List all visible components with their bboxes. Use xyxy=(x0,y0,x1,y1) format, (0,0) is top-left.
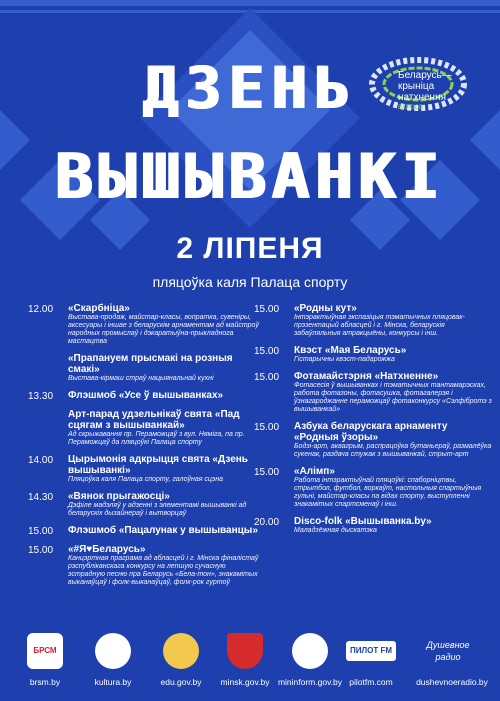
event-title: «Вянок прыгажосці» xyxy=(68,491,170,502)
event-title: «Родны кут» xyxy=(294,303,357,314)
title-line-2: ВЫШЫВАНКІ xyxy=(55,140,445,213)
partner-link[interactable]: pilotfm.com xyxy=(349,677,393,687)
event-title: Флэшмоб «Усе ў вышыванках» xyxy=(68,390,224,401)
schedule-item xyxy=(254,303,492,338)
schedule-item xyxy=(28,491,264,518)
schedule-item xyxy=(254,345,492,364)
schedule-item xyxy=(28,390,264,402)
event-time: 15.00 xyxy=(28,526,54,537)
event-time: 13.30 xyxy=(28,391,54,402)
event-time: 12.00 xyxy=(28,304,54,315)
partner-link[interactable]: kultura.by xyxy=(94,677,132,687)
event-time: 15.00 xyxy=(254,304,280,315)
title-line-1: ДЗЕНЬ xyxy=(142,54,358,122)
edu-logo xyxy=(163,633,199,669)
event-title: «Прапануем прысмакі на розныя смакі» xyxy=(68,353,233,375)
event-time: 15.00 xyxy=(254,422,280,433)
event-title: Фотамайстэрня «Натхненне» xyxy=(294,371,439,382)
partner-link[interactable]: mininform.gov.by xyxy=(277,677,343,687)
logo-line: натхнення xyxy=(398,92,446,103)
schedule-item xyxy=(28,544,264,587)
event-time: 15.00 xyxy=(28,545,54,556)
brsm-logo xyxy=(27,633,63,669)
schedule-left-column xyxy=(28,303,264,594)
event-description: Дэфіле мадэляў у адзенні з элементамі вышыванкі ад беларускіх дызайнераў і вытворцаў xyxy=(68,502,247,517)
logo-sub: EXPOCB xyxy=(398,105,424,111)
event-title: Флэшмоб «Пацалунак у вышыванцы» xyxy=(68,525,258,536)
event-description: Выстава-кірмаш страў нацыянальнай кухні xyxy=(68,375,214,382)
event-title: Азбука беларускага арнаменту «Родныя ўзоры» xyxy=(294,421,448,443)
pilotfm-logo xyxy=(346,641,396,661)
logo-line: Беларусь— xyxy=(398,70,452,81)
schedule-item xyxy=(28,409,264,447)
partner-link[interactable]: minsk.gov.by xyxy=(220,677,270,687)
schedule-item xyxy=(28,303,264,346)
event-time xyxy=(28,409,68,447)
event-title: Квэст «Мая Беларусь» xyxy=(294,345,407,356)
partner-link[interactable]: brsm.by xyxy=(29,677,61,687)
event-date: 2 ЛІПЕНЯ xyxy=(176,232,324,265)
event-description: Гістарычны квэст-падарожжа xyxy=(294,356,395,363)
schedule-item xyxy=(28,525,264,537)
event-description: Ад скрыжавання пр. Пераможцаў з вул. Няміга, па пр. Пераможцаў да пляцоўкі Палаца спорту xyxy=(68,431,245,446)
event-description: Канцэртная праграма ад абласцей і г. Мінска фіналістаў рэспубліканскага конкурсу на лепшую сучасную эстрадную песню пра Беларусь «Бела-тон», знакамітых выканаўцаў і фолк-выканаўцаў, фолк-рок гуртоў xyxy=(68,555,259,586)
event-time: 14.00 xyxy=(28,455,54,466)
partners-footer xyxy=(0,625,500,701)
schedule-item xyxy=(254,516,492,535)
event-title: Цырымонія адкрыцця свята «Дзень вышыванкі» xyxy=(68,454,248,476)
logo-line: крыніца xyxy=(398,81,435,92)
minsk-coat-logo xyxy=(227,633,263,669)
schedule-item xyxy=(254,421,492,459)
event-description: Маладзёжная дыскатэка xyxy=(294,527,377,534)
event-time: 14.30 xyxy=(28,492,54,503)
pilotfm-logo-text: ПИЛОТ FM xyxy=(350,646,392,655)
event-time xyxy=(28,353,68,383)
kultura-logo xyxy=(95,633,131,669)
venue: пляцоўка каля Палаца спорту xyxy=(152,274,348,290)
event-time: 15.00 xyxy=(254,346,280,357)
schedule-right-column xyxy=(254,303,492,542)
event-title: «Скарбніца» xyxy=(68,303,130,314)
radio-logo-text: Душевное xyxy=(426,640,470,650)
event-title: Disco-folk «Вышыванка.by» xyxy=(294,516,432,527)
schedule-item xyxy=(254,466,492,509)
event-description: Фотасесія ў вышыванках і тэматычных тантамарэсках, работа фотазоны, фотасушка, фотагалерэя і ўзнагароджанне пераможцаў фотаконкурсу «Сэлфібротэ з вышыванкай» xyxy=(294,382,492,413)
event-description: Інтэрактыўная экспазіцыя тэматычных пляцовак-прэзентацый абласцей і г. Мінска, беларускія забаўляльныя атракцыёны, конкурсы і інш. xyxy=(294,314,465,337)
event-description: Пляцоўка каля Палаца спорту, галоўная сцэна xyxy=(68,476,224,483)
event-title: «#Я♥Беларусь» xyxy=(68,544,146,555)
mininform-logo xyxy=(292,633,328,669)
schedule-item xyxy=(28,454,264,484)
schedule-item xyxy=(28,353,264,383)
event-description: Бодзі-арт, аквагрым, распрацоўка бутаньераў, размалёўка сукенак, раздача стужак з вышыванкай, стрыт-арт xyxy=(294,443,492,458)
partner-link[interactable]: edu.gov.by xyxy=(160,677,202,687)
dushevnoe-radio-logo xyxy=(420,633,476,675)
event-title: «Алімп» xyxy=(294,466,335,477)
schedule-item xyxy=(254,371,492,414)
event-description: Работа інтэрактыўнай пляцоўкі: спаборніцтвы, стрытбол, футбол, воркаўт, настольныя спартыўныя гульні, майстар-класы па відах спорту, выступленні знакамітых спартсменаў і інш. xyxy=(294,477,482,508)
event-time: 15.00 xyxy=(254,372,280,383)
partner-link[interactable]: dushevnoeradio.by xyxy=(416,677,488,687)
event-title: Арт-парад удзельнікаў свята «Пад сцягам з вышыванкай» xyxy=(68,409,240,431)
event-description: Выстава-продаж, майстар-класы, вопратка, сувеніры, аксесуары і іншае з беларускім арнаментам ад майстроў народных промыслаў і дэкаратыўна-прыкладнога мастацтва xyxy=(68,314,259,345)
event-time: 15.00 xyxy=(254,467,280,478)
radio-logo-text: радио xyxy=(435,652,461,662)
brsm-logo-text: БРСМ xyxy=(33,646,57,655)
event-time: 20.00 xyxy=(254,517,280,528)
